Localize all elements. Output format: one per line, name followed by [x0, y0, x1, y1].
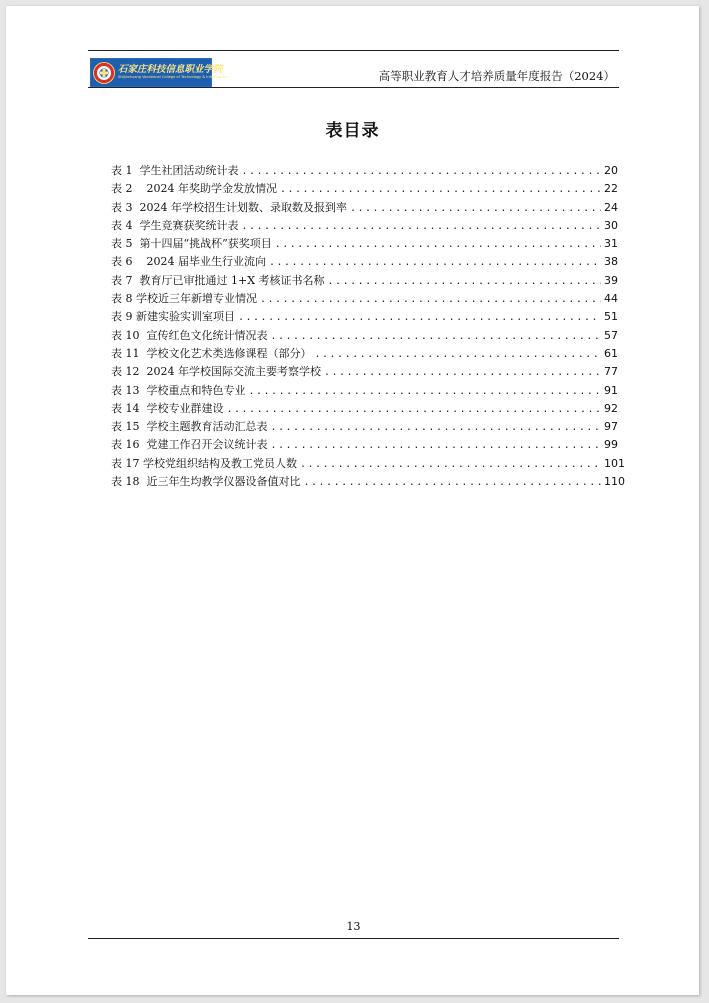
school-logo: [90, 58, 228, 87]
page-footer: [88, 918, 619, 939]
toc-entry[interactable]: [111, 235, 618, 253]
toc-entry-page: 57: [604, 328, 618, 342]
toc-entry-page: 31: [604, 237, 618, 251]
toc-entry-page: 61: [604, 346, 618, 360]
toc-entry-page: 20: [604, 164, 618, 177]
toc-leader-dots: [350, 203, 601, 214]
toc-entry-page: 92: [604, 401, 618, 415]
toc-entry-label: 表 13 学校重点和特色专业: [111, 383, 246, 397]
toc-entry-label: 表 7 教育厅已审批通过 1+X 考核证书名称: [111, 273, 325, 287]
toc-entry[interactable]: [111, 345, 618, 363]
toc-entry[interactable]: [111, 455, 625, 473]
toc-leader-dots: [238, 312, 601, 323]
school-logo-english: Shijiazhuang Vocational College of Technology & Information: [118, 75, 228, 80]
document-page: [6, 6, 699, 995]
toc-entry-label: 表 2 2024 年奖助学金发放情况: [111, 182, 277, 196]
toc-leader-dots: [280, 184, 601, 195]
toc-leader-dots: [275, 239, 601, 250]
toc-leader-dots: [315, 349, 602, 360]
toc-entry-page: 91: [604, 383, 618, 397]
toc-leader-dots: [260, 294, 601, 305]
toc-entry[interactable]: [111, 327, 618, 345]
toc-entry-label: 表 14 学校专业群建设: [111, 401, 224, 415]
toc-entry-page: 44: [604, 292, 618, 306]
toc-entry-label: 表 4 学生竞赛获奖统计表: [111, 218, 239, 232]
toc-entry-label: 表 10 宣传红色文化统计情况表: [111, 328, 268, 342]
header-top-rule: [88, 50, 619, 51]
toc-leader-dots: [271, 440, 602, 451]
toc-entry-page: 97: [604, 420, 618, 434]
toc-entry-label: 表 18 近三年生均教学仪器设备值对比: [111, 475, 301, 489]
toc-entry-page: 99: [604, 438, 618, 452]
toc-leader-dots: [271, 331, 602, 342]
toc-entry-page: 22: [604, 182, 618, 196]
toc-entry[interactable]: [111, 217, 618, 235]
toc-entry-label: 表 17 学校党组织结构及教工党员人数: [111, 456, 297, 470]
toc-entry[interactable]: [111, 253, 618, 271]
toc-entry-label: 表 12 2024 年学校国际交流主要考察学校: [111, 365, 321, 379]
toc-entry[interactable]: [111, 180, 618, 198]
school-emblem-icon: [93, 62, 115, 84]
toc-leader-dots: [324, 367, 601, 378]
school-logo-text: 石家庄科技信息职业学院: [118, 63, 223, 75]
toc-leader-dots: [328, 276, 601, 287]
toc-leader-dots: [242, 166, 602, 177]
toc-entry-label: 表 3 2024 年学校招生计划数、录取数及报到率: [111, 200, 347, 214]
toc-entry[interactable]: [111, 363, 618, 381]
toc-entry[interactable]: [111, 418, 618, 436]
toc-entry-label: 表 1 学生社团活动统计表: [111, 164, 239, 177]
toc-entry[interactable]: [111, 382, 618, 400]
toc-leader-dots: [249, 386, 602, 397]
report-title: 高等职业教育人才培养质量年度报告（2024）: [378, 69, 615, 83]
page-header: [88, 50, 619, 88]
toc-entry-page: 30: [604, 218, 618, 232]
toc-leader-dots: [227, 404, 602, 415]
toc-entry-label: 表 11 学校文化艺术类选修课程（部分）: [111, 346, 312, 360]
toc-entry-page: 24: [604, 200, 618, 214]
toc-leader-dots: [269, 257, 601, 268]
toc-entry-label: 表 16 党建工作召开会议统计表: [111, 438, 268, 452]
toc-entry-label: 表 6 2024 届毕业生行业流向: [111, 255, 266, 269]
toc-entry[interactable]: [111, 272, 618, 290]
toc-entry-label: 表 15 学校主题教育活动汇总表: [111, 420, 268, 434]
page-title: 表目录: [325, 121, 380, 141]
toc-entry-label: 表 8 学校近三年新增专业情况: [111, 292, 257, 306]
toc-leader-dots: [304, 477, 602, 488]
page-number: 13: [346, 920, 361, 933]
toc-entry[interactable]: [111, 162, 618, 180]
toc-entry-page: 38: [604, 255, 618, 269]
table-of-tables: [111, 162, 625, 491]
toc-entry[interactable]: [111, 308, 618, 326]
toc-entry[interactable]: [111, 473, 625, 491]
toc-leader-dots: [271, 422, 602, 433]
toc-leader-dots: [300, 459, 601, 470]
toc-entry[interactable]: [111, 400, 618, 418]
toc-entry-label: 表 9 新建实验实训室项目: [111, 310, 235, 324]
header-bottom-rule: [88, 87, 619, 88]
toc-entry[interactable]: [111, 290, 618, 308]
toc-entry[interactable]: [111, 199, 618, 217]
toc-entry-page: 77: [604, 365, 618, 379]
toc-entry-page: 39: [604, 273, 618, 287]
toc-entry[interactable]: [111, 436, 618, 454]
toc-entry-page: 110: [604, 475, 625, 489]
toc-leader-dots: [242, 221, 602, 232]
toc-entry-label: 表 5 第十四届“挑战杯”获奖项目: [111, 237, 272, 251]
toc-entry-page: 51: [604, 310, 618, 324]
toc-entry-page: 101: [604, 456, 625, 470]
